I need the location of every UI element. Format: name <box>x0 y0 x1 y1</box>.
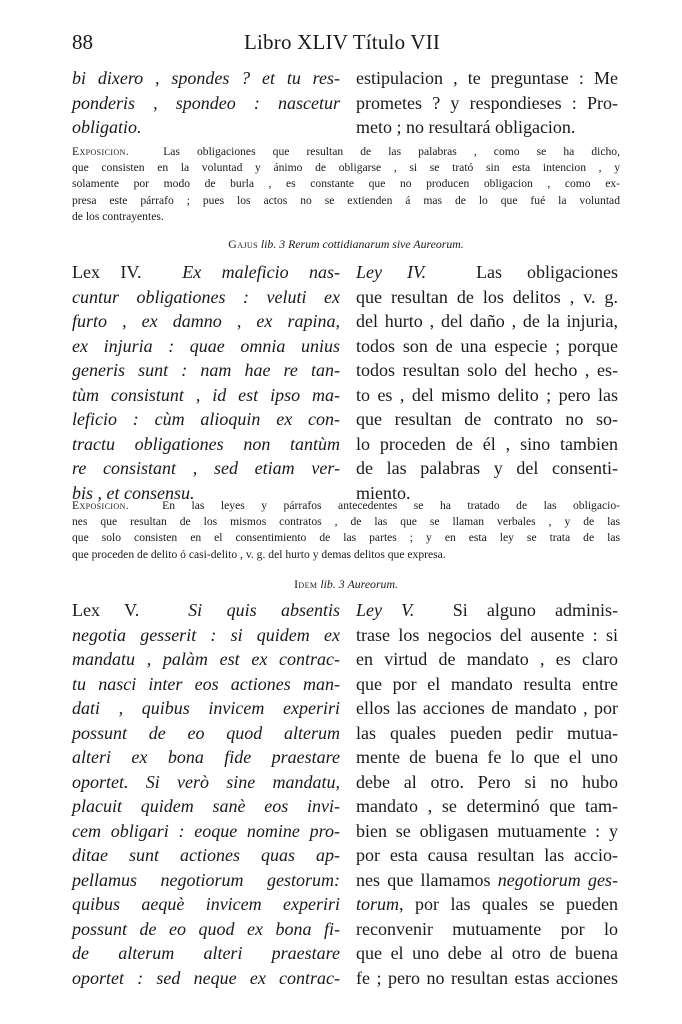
text-line: to es , del mismo delito ; pero las <box>356 384 618 405</box>
exposicion-label: Exposicion. <box>72 145 130 158</box>
text-segment: nes que llamamos <box>356 869 491 890</box>
text-segment: , por las quales se pueden <box>399 894 618 914</box>
lex-v-latin <box>72 598 340 990</box>
source-citation <box>72 236 620 252</box>
text-line: leficio : cùm alioquin ex con- <box>72 409 340 429</box>
text-line: en virtud de mandato , es claro <box>356 649 618 669</box>
text-line: Si quis absentis <box>188 600 341 620</box>
source-author: Idem <box>294 577 318 591</box>
text-line: dati , quibus invicem experiri <box>72 698 340 718</box>
text-line: reconvenir mutuamente por lo <box>356 918 618 939</box>
text-line: Las obligaciones que resultan de las palabras , como se ha dicho, <box>163 145 620 158</box>
spanish-continuation <box>356 66 618 140</box>
text-line: possunt de eo quod alterum <box>72 722 340 743</box>
text-line: obligatio. <box>72 117 142 137</box>
text-line: de alterum alteri praestare <box>72 943 340 963</box>
text-line: Las obligaciones <box>476 262 618 282</box>
italic-term: torum <box>356 894 400 914</box>
text-line: debe al otro. Pero si no hubo <box>356 771 618 792</box>
text-line: que solo consisten en el consentimiento de las partes ; y en esta ley se trata de las <box>72 531 620 545</box>
text-line: generis sunt : nam hae re tan- <box>72 360 340 380</box>
exposicion-note <box>72 498 620 563</box>
text-line: que por el mandato resulta entre <box>356 673 618 694</box>
text-line: mandatu , palàm est ex contrac- <box>72 649 340 669</box>
text-line: cuntur obligationes : veluti ex <box>72 286 340 307</box>
text-line: Si alguno adminis- <box>452 600 619 620</box>
text-line: quibus aequè invicem experiri <box>72 894 340 914</box>
lex-heading: Lex IV. <box>72 262 142 282</box>
text-line: negotia gesserit : si quidem ex <box>72 624 340 645</box>
text-line: trase los negocios del ausente : si <box>356 624 618 645</box>
text-line: presa este párrafo ; pues los actos no se extienden á mas de lo que fué la voluntad <box>72 193 620 207</box>
text-line: fe ; pero no resultan estas acciones <box>356 967 618 988</box>
text-line: todos resultan solo del hecho , es- <box>356 360 618 380</box>
text-line: prometes ? y respondieses : Pro- <box>356 92 618 113</box>
text-line: possunt de eo quod ex bona fi- <box>72 918 340 939</box>
text-line: bien se obligasen mutuamente : y <box>356 820 618 841</box>
text-line: cem obligari : eoque nomine pro- <box>72 820 340 841</box>
text-line: mente de buena fe lo que el uno <box>356 747 618 767</box>
source-citation <box>72 576 620 592</box>
text-line: estipulacion , te preguntase : Me <box>356 68 618 88</box>
lex-iv-latin <box>72 260 340 505</box>
text-line: ellos las acciones de mandato , por <box>356 698 618 718</box>
text-line: que resultan de los delitos , v. g. <box>356 286 618 307</box>
text-line: del hurto , del daño , de la injuria, <box>356 311 618 331</box>
text-line: de los contrayentes. <box>72 209 164 223</box>
text-line: oportet. Si verò sine mandatu, <box>72 771 340 792</box>
text-line: por esta causa resultan las accio- <box>356 845 618 865</box>
text-line: ex injuria : quae omnia unius <box>72 335 340 356</box>
text-line: furto , ex damno , ex rapina, <box>72 311 340 331</box>
source-book: lib. 3 <box>260 237 286 251</box>
source-book: lib. 3 <box>320 577 345 591</box>
text-line: meto ; no resultará obligacion. <box>356 117 576 137</box>
text-line: placuit quidem sanè eos invi- <box>72 796 340 816</box>
ley-heading: Ley IV. <box>356 262 427 282</box>
text-line: miento. <box>356 482 411 503</box>
text-line: bi dixero , spondes ? et tu res- <box>72 68 340 88</box>
text-line: Ex maleficio nas- <box>182 262 340 282</box>
running-header <box>72 30 622 58</box>
text-line: lo proceden de él , sino tambien <box>356 433 618 454</box>
exposicion-note <box>72 144 620 225</box>
text-line: que proceden de delito ó casi-delito , v. g. del hurto y demas delitos que expresa. <box>72 547 446 561</box>
text-line: tu nasci inter eos actiones man- <box>72 673 340 694</box>
text-line: ponderis , spondeo : nascetur <box>72 92 340 113</box>
exposicion-label: Exposicion. <box>72 499 130 512</box>
text-line: ditae sunt actiones quas ap- <box>72 845 340 865</box>
text-line: que resultan de contrato no so- <box>356 409 618 429</box>
text-line: mandato , se determinó que tam- <box>356 796 618 816</box>
text-line: de las palabras y del consenti- <box>356 458 618 478</box>
page-title: Libro XLIV Título VII <box>244 30 441 54</box>
text-line: pellamus negotiorum gestorum: <box>72 869 340 890</box>
text-line: bis , et consensu. <box>72 482 195 503</box>
text-line: En las leyes y párrafos antecedentes se ha tratado de las obligacio- <box>162 499 621 512</box>
italic-term: negotiorum ges- <box>497 869 619 890</box>
lex-heading: Lex V. <box>72 600 140 620</box>
text-line: oportet : sed neque ex contrac- <box>72 967 340 988</box>
source-work: Rerum cottidianarum sive Aureorum. <box>288 237 464 251</box>
text-line: alteri ex bona fide praestare <box>72 747 340 767</box>
text-line: tùm consistunt , id est ipso ma- <box>72 384 340 405</box>
ley-iv-spanish <box>356 260 618 505</box>
text-line: que consisten en la voluntad y ánimo de obligarse , si se trató sin esta intencion , y <box>72 161 620 175</box>
ley-v-spanish <box>356 598 618 990</box>
text-line: todos son de una especie ; porque <box>356 335 618 356</box>
text-line: las quales pueden pedir mutua- <box>356 722 618 743</box>
latin-continuation <box>72 66 340 140</box>
page-number: 88 <box>72 30 93 54</box>
text-line: re consistant , sed etiam ver- <box>72 458 340 478</box>
source-work: Aureorum. <box>347 577 398 591</box>
text-line: solamente por modo de burla , es constante que no producen obligacion , como ex- <box>72 177 620 191</box>
text-line: nes que resultan de los mismos contratos , de las que se llaman verbales , y de las <box>72 515 620 529</box>
text-line: que el uno debe al otro de buena <box>356 943 618 963</box>
source-author: Gajus <box>228 237 258 251</box>
text-line: tractu obligationes non tantùm <box>72 433 340 454</box>
ley-heading: Ley V. <box>356 600 415 620</box>
